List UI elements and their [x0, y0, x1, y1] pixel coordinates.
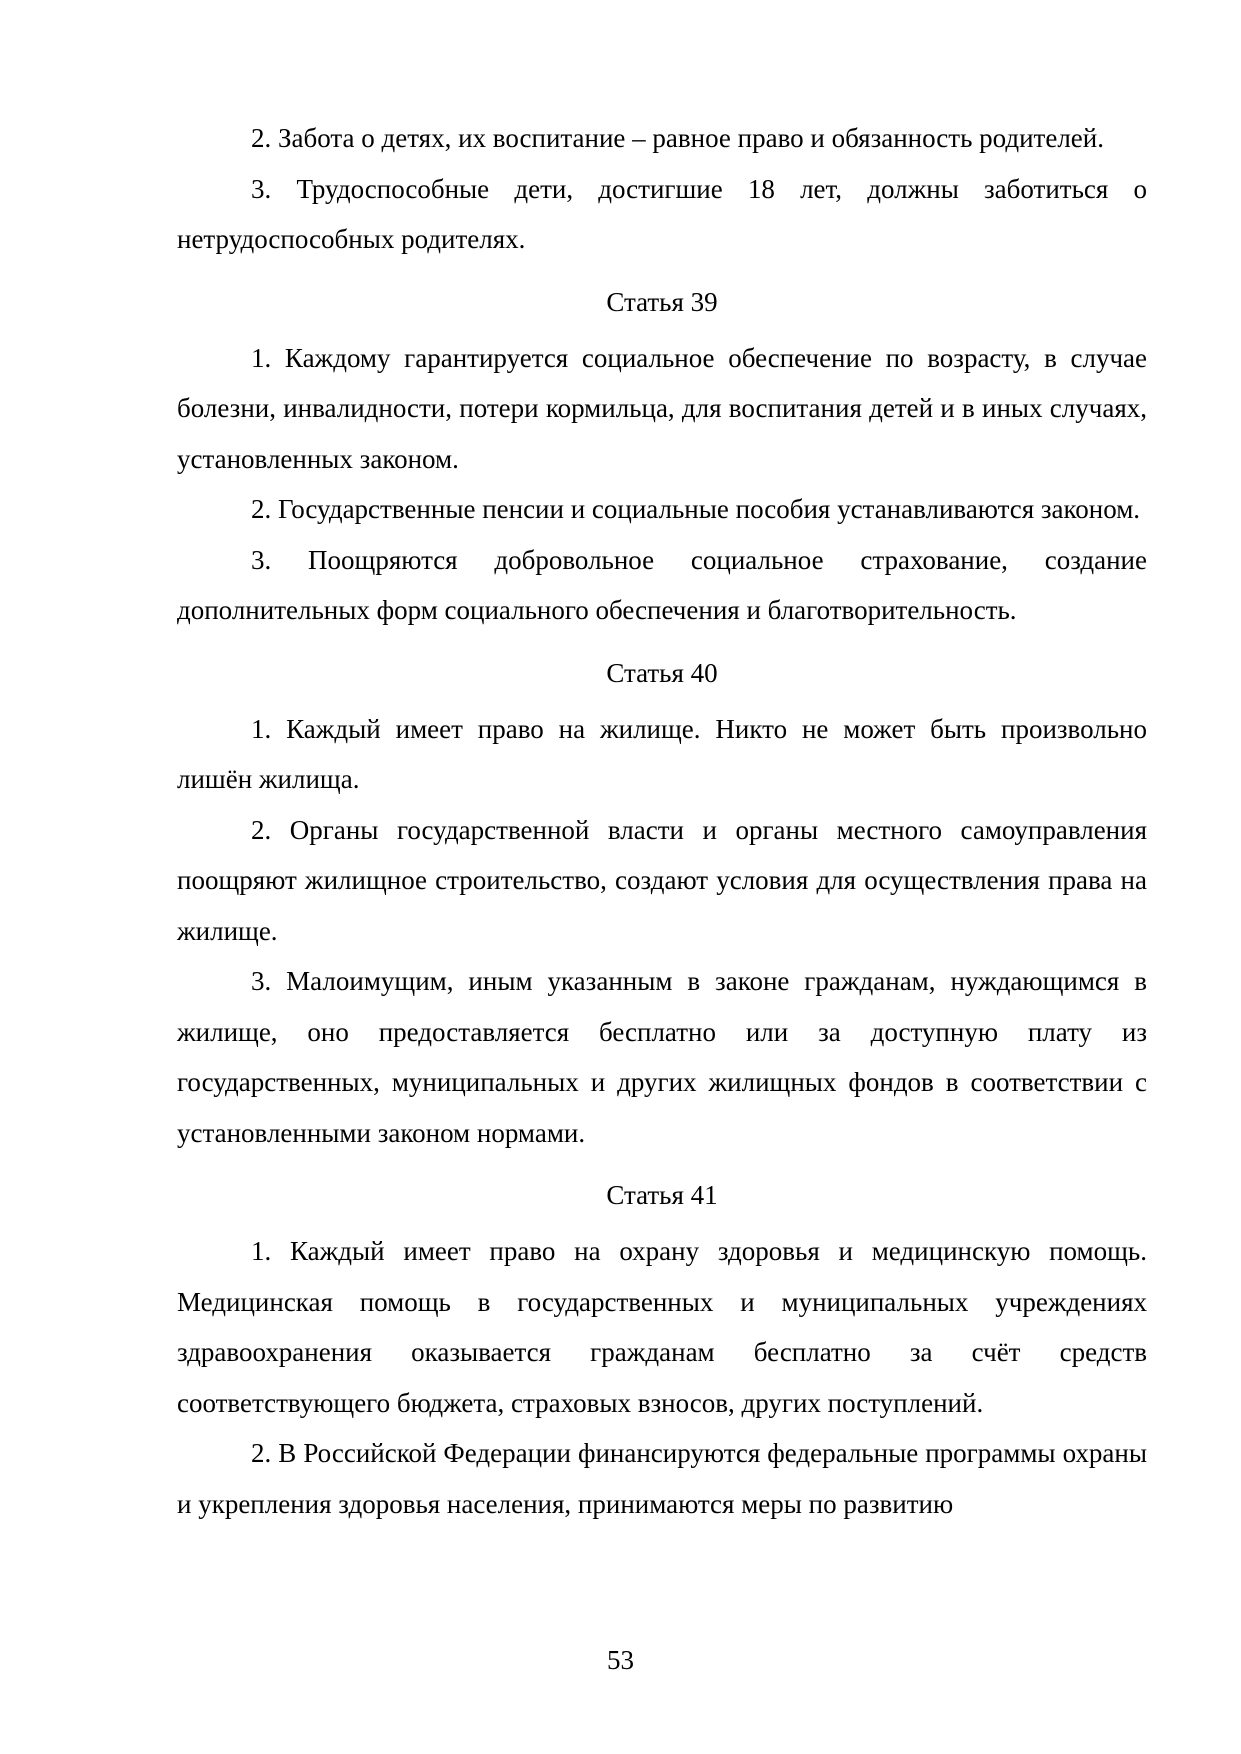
paragraph-article40-item2: 2. Органы государственной власти и органы местного самоуправления поощряют жилищное строительство, создают условия для осуществления права на жилище. [177, 814, 1147, 946]
paragraph-article40-item3: 3. Малоимущим, иным указанным в законе гражданам, нуждающимся в жилище, оно предоставляется бесплатно или за доступную плату из государственных, муниципальных и других жилищных фондов в соответствии с установленными законом нормами. [177, 966, 1147, 1148]
paragraph-article38-item3: 3. Трудоспособные дети, достигшие 18 лет, должны заботиться о нетрудоспособных родителях. [177, 173, 1147, 254]
article-41-heading: Статья 41 [606, 1180, 718, 1210]
document-body [177, 113, 1147, 1529]
article-40-heading: Статья 40 [606, 657, 718, 688]
paragraph-article40-item1: 1. Каждый имеет право на жилище. Никто не может быть произвольно лишён жилища. [177, 713, 1147, 794]
page-number: 53 [607, 1645, 634, 1675]
paragraph-article41-item1: 1. Каждый имеет право на охрану здоровья и медицинскую помощь. Медицинская помощь в государственных и муниципальных учреждениях здравоохранения оказывается гражданам бесплатно за счёт средств соответствующего бюджета, страховых взносов, других поступлений. [177, 1236, 1147, 1418]
paragraph-article39-item2: 2. Государственные пенсии и социальные пособия устанавливаются законом. [251, 494, 1141, 524]
paragraph-article41-item2: 2. В Российской Федерации финансируются федеральные программы охраны и укрепления здоровья населения, принимаются меры по развитию [177, 1438, 1147, 1519]
paragraph-article39-item3: 3. Поощряются добровольное социальное страхование, создание дополнительных форм социального обеспечения и благотворительность. [177, 544, 1147, 625]
paragraph-article39-item1: 1. Каждому гарантируется социальное обеспечение по возрасту, в случае болезни, инвалидности, потери кормильца, для воспитания детей и в иных случаях, установленных законом. [177, 342, 1147, 474]
paragraph-article38-item2: 2. Забота о детях, их воспитание – равное право и обязанность родителей. [251, 123, 1104, 153]
article-39-heading: Статья 39 [606, 286, 718, 317]
